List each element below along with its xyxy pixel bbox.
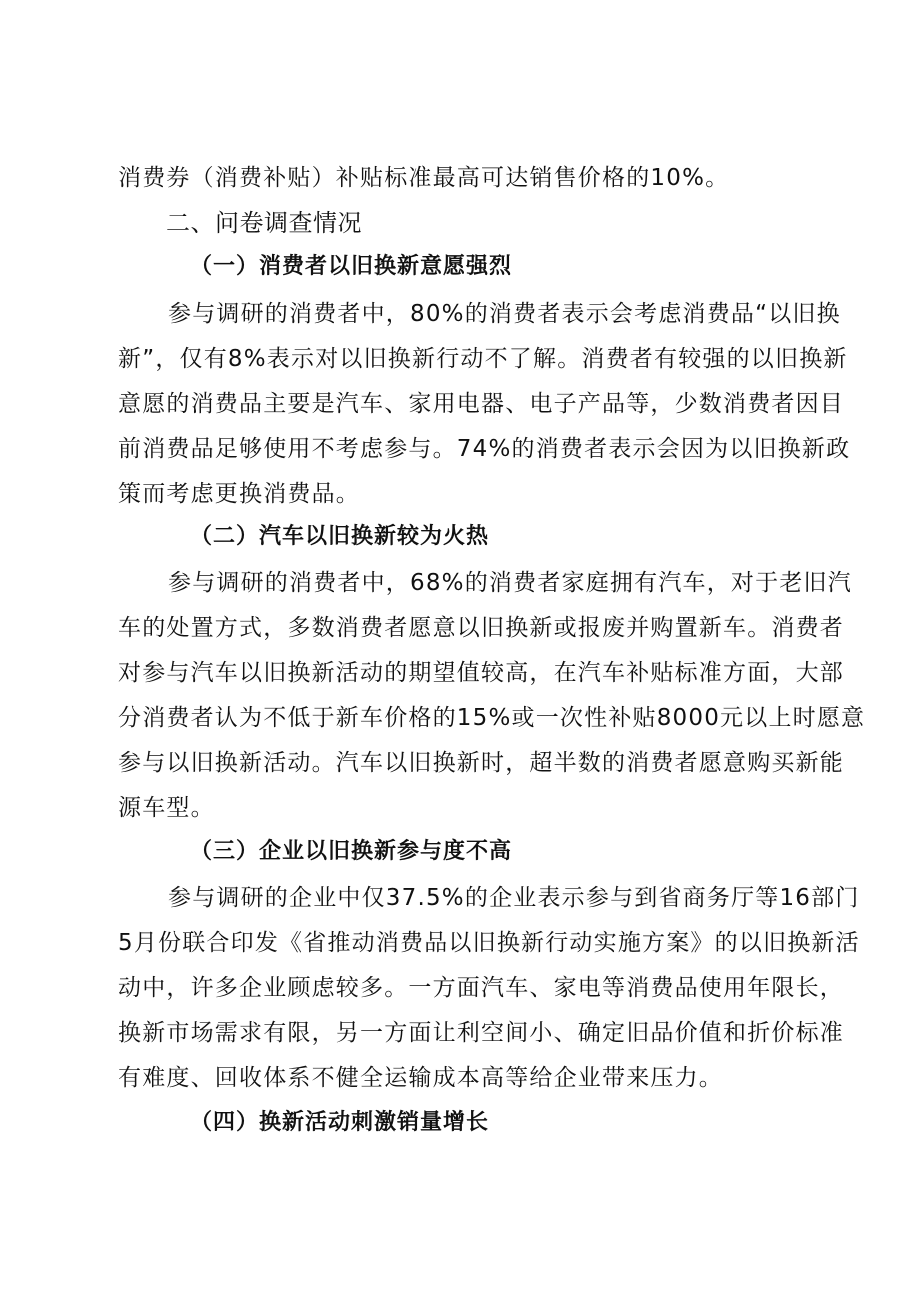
body-line: 源车型。 bbox=[118, 795, 215, 821]
body-line: 新”，仅有8%表示对以旧换新行动不了解。消费者有较强的以旧换新 bbox=[118, 346, 848, 372]
body-line: 有难度、回收体系不健全运输成本高等给企业带来压力。 bbox=[118, 1065, 723, 1091]
body-line: 参与调研的企业中仅37.5%的企业表示参与到省商务厅等16部门 bbox=[168, 885, 860, 911]
body-line: 对参与汽车以旧换新活动的期望值较高，在汽车补贴标准方面，大部 bbox=[118, 660, 844, 686]
body-line: 参与调研的消费者中，68%的消费者家庭拥有汽车，对于老旧汽 bbox=[168, 570, 852, 596]
body-line: 参与调研的消费者中，80%的消费者表示会考虑消费品“以旧换 bbox=[168, 301, 841, 327]
section-heading: 二、问卷调查情况 bbox=[166, 209, 362, 237]
subsection-heading: （二）汽车以旧换新较为火热 bbox=[190, 524, 490, 549]
subsection-heading: （四）换新活动刺激销量增长 bbox=[190, 1110, 490, 1135]
body-line: 分消费者认为不低于新车价格的15%或一次性补贴8000元以上时愿意 bbox=[118, 705, 866, 731]
body-line: 策而考虑更换消费品。 bbox=[118, 481, 360, 507]
body-line: 消费券（消费补贴）补贴标准最高可达销售价格的10%。 bbox=[118, 165, 730, 191]
body-line: 参与以旧换新活动。汽车以旧换新时，超半数的消费者愿意购买新能 bbox=[118, 750, 844, 776]
body-line: 5月份联合印发《省推动消费品以旧换新行动实施方案》的以旧换新活 bbox=[118, 930, 860, 956]
body-line: 换新市场需求有限，另一方面让利空间小、确定旧品价值和折价标准 bbox=[118, 1020, 844, 1046]
subsection-heading: （一）消费者以旧换新意愿强烈 bbox=[190, 254, 513, 279]
body-line: 前消费品足够使用不考虑参与。74%的消费者表示会因为以旧换新政 bbox=[118, 436, 851, 462]
body-line: 意愿的消费品主要是汽车、家用电器、电子产品等，少数消费者因目 bbox=[118, 391, 844, 417]
subsection-heading: （三）企业以旧换新参与度不高 bbox=[190, 839, 513, 864]
body-line: 车的处置方式，多数消费者愿意以旧换新或报废并购置新车。消费者 bbox=[118, 615, 844, 641]
body-line: 动中，许多企业顾虑较多。一方面汽车、家电等消费品使用年限长， bbox=[118, 975, 844, 1001]
